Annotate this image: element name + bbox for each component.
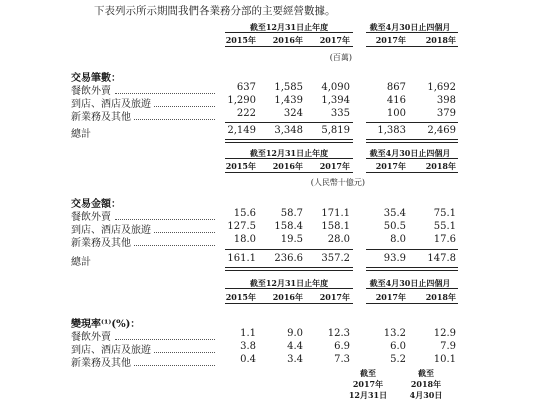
cell-value: 637 [236,82,256,93]
header-line: 4月30日 [409,390,443,400]
cell-value: 335 [330,108,350,119]
cell-value: 1,692 [427,82,456,93]
leader-dots [154,352,215,353]
cell-value: 13.2 [383,328,406,339]
table-row [0,221,533,235]
cell-value: 0.4 [240,354,256,365]
header-rule [225,288,353,289]
cell-value: 5.2 [390,354,406,365]
row-label: 到店、酒店及旅遊 [71,345,151,356]
cell-value: 100 [386,108,406,119]
leader-dots [115,93,215,94]
cell-value: 416 [386,95,406,106]
unit-label: (人民幣十億元) [310,178,365,187]
row-label: 到店、酒店及旅遊 [71,99,151,110]
header-group-four-months: 截至4月30日止四個月 [369,278,451,288]
cell-value: 158.4 [274,221,303,232]
header-group-year: 截至12月31日止年度 [249,22,329,32]
total-double-rule [225,139,353,143]
subtotal-rule [366,249,458,250]
cell-value: 4,090 [321,82,350,93]
header-rule [225,46,353,47]
year-2018-four-months: 2018年 [425,35,456,45]
header-rule [225,303,353,304]
header-line: 2018年 [410,379,442,389]
section-title: 交易金額： [71,199,121,210]
row-label: 餐飲外賣 [71,212,111,223]
cell-value: 1,585 [274,82,303,93]
cell-value: 75.1 [433,208,456,219]
cell-value: 398 [436,95,456,106]
total-label: 總計 [71,129,91,140]
cell-value: 1.1 [240,328,256,339]
header-group-four-months: 截至4月30日止四個月 [369,148,451,158]
cell-value: 3.8 [240,341,256,352]
year-2016: 2016年 [272,35,303,45]
cell-value: 8.0 [390,234,406,245]
total-value: 5,819 [321,125,350,136]
leader-dots [115,219,215,220]
total-value: 2,149 [227,125,256,136]
table-row [0,234,533,248]
total-double-rule [225,267,353,271]
section-title: 交易筆數： [71,73,121,84]
year-2015: 2015年 [225,161,256,171]
table-row [0,354,533,368]
header-rule [366,303,458,304]
table-row [0,341,533,355]
cell-value: 19.5 [280,234,303,245]
subtotal-rule [225,249,353,250]
row-label: 到店、酒店及旅遊 [71,225,151,236]
total-value: 357.2 [321,253,350,264]
total-value: 2,469 [427,125,456,136]
intro-text: 下表列示所示期間我們各業務分部的主要經營數據。 [94,5,336,17]
cell-value: 7.9 [440,341,456,352]
cell-value: 50.5 [383,221,406,232]
header-rule [366,46,458,47]
year-2016: 2016年 [272,161,303,171]
cell-value: 9.0 [287,328,303,339]
total-value: 3,348 [274,125,303,136]
cell-value: 867 [386,82,406,93]
subtotal-rule [225,122,353,123]
header-rule [366,158,458,159]
cell-value: 1,290 [227,95,256,106]
table-row-total [0,253,533,267]
table-row [0,328,533,342]
year-2018-four-months: 2018年 [425,292,456,302]
cell-value: 222 [236,108,256,119]
cell-value: 3.4 [287,354,303,365]
cell-value: 55.1 [433,221,456,232]
cell-value: 379 [436,108,456,119]
total-value: 93.9 [383,253,406,264]
header-line: 截至 [418,368,434,378]
header-rule [225,158,353,159]
leader-dots [154,106,215,107]
unit-label: (百萬) [329,53,352,62]
year-2017-four-months: 2017年 [375,292,406,302]
cell-value: 10.1 [433,354,456,365]
cell-value: 171.1 [321,208,350,219]
table-row-total [0,125,533,139]
year-2015: 2015年 [225,292,256,302]
cell-value: 12.9 [433,328,456,339]
table-row [0,108,533,122]
table-row [0,95,533,109]
cell-value: 1,439 [274,95,303,106]
cell-value: 18.0 [233,234,256,245]
leader-dots [154,232,215,233]
cell-value: 35.4 [383,208,406,219]
row-label: 新業務及其他 [71,358,131,369]
header-rule [225,32,353,33]
year-2017: 2017年 [319,35,350,45]
total-label: 總計 [71,257,91,268]
cell-value: 12.3 [327,328,350,339]
section-title: 變現率⁽¹⁾(%)： [71,319,141,330]
table-row [0,82,533,96]
row-label: 餐飲外賣 [71,86,111,97]
header-line: 12月31日 [348,390,388,400]
year-2017-four-months: 2017年 [375,161,406,171]
cell-value: 4.4 [287,341,303,352]
leader-dots [134,245,215,246]
table-row [0,208,533,222]
total-double-rule [366,139,458,143]
cell-value: 6.0 [390,341,406,352]
cell-value: 6.9 [334,341,350,352]
cell-value: 1,394 [321,95,350,106]
year-2017: 2017年 [319,292,350,302]
year-2017-four-months: 2017年 [375,35,406,45]
leader-dots [134,365,215,366]
subtotal-rule [366,122,458,123]
cell-value: 28.0 [327,234,350,245]
year-2017: 2017年 [319,161,350,171]
cell-value: 158.1 [321,221,350,232]
cell-value: 58.7 [280,208,303,219]
row-label: 新業務及其他 [71,112,131,123]
header-line: 2017年 [352,379,384,389]
header-rule [225,172,353,173]
row-label: 新業務及其他 [71,238,131,249]
header-group-year: 截至12月31日止年度 [249,148,329,158]
header-rule [366,32,458,33]
cell-value: 127.5 [227,221,256,232]
year-2016: 2016年 [272,292,303,302]
year-2015: 2015年 [225,35,256,45]
cell-value: 15.6 [233,208,256,219]
total-value: 1,383 [377,125,406,136]
header-rule [366,172,458,173]
total-double-rule [366,267,458,271]
header-line: 截至 [360,368,376,378]
leader-dots [115,339,215,340]
total-value: 161.1 [227,253,256,264]
cell-value: 17.6 [433,234,456,245]
total-value: 236.6 [274,253,303,264]
header-group-four-months: 截至4月30日止四個月 [369,22,451,32]
header-group-year: 截至12月31日止年度 [249,278,329,288]
leader-dots [134,119,215,120]
year-2018-four-months: 2018年 [425,161,456,171]
cell-value: 324 [283,108,303,119]
header-rule [366,288,458,289]
total-value: 147.8 [427,253,456,264]
cell-value: 7.3 [334,354,350,365]
row-label: 餐飲外賣 [71,332,111,343]
